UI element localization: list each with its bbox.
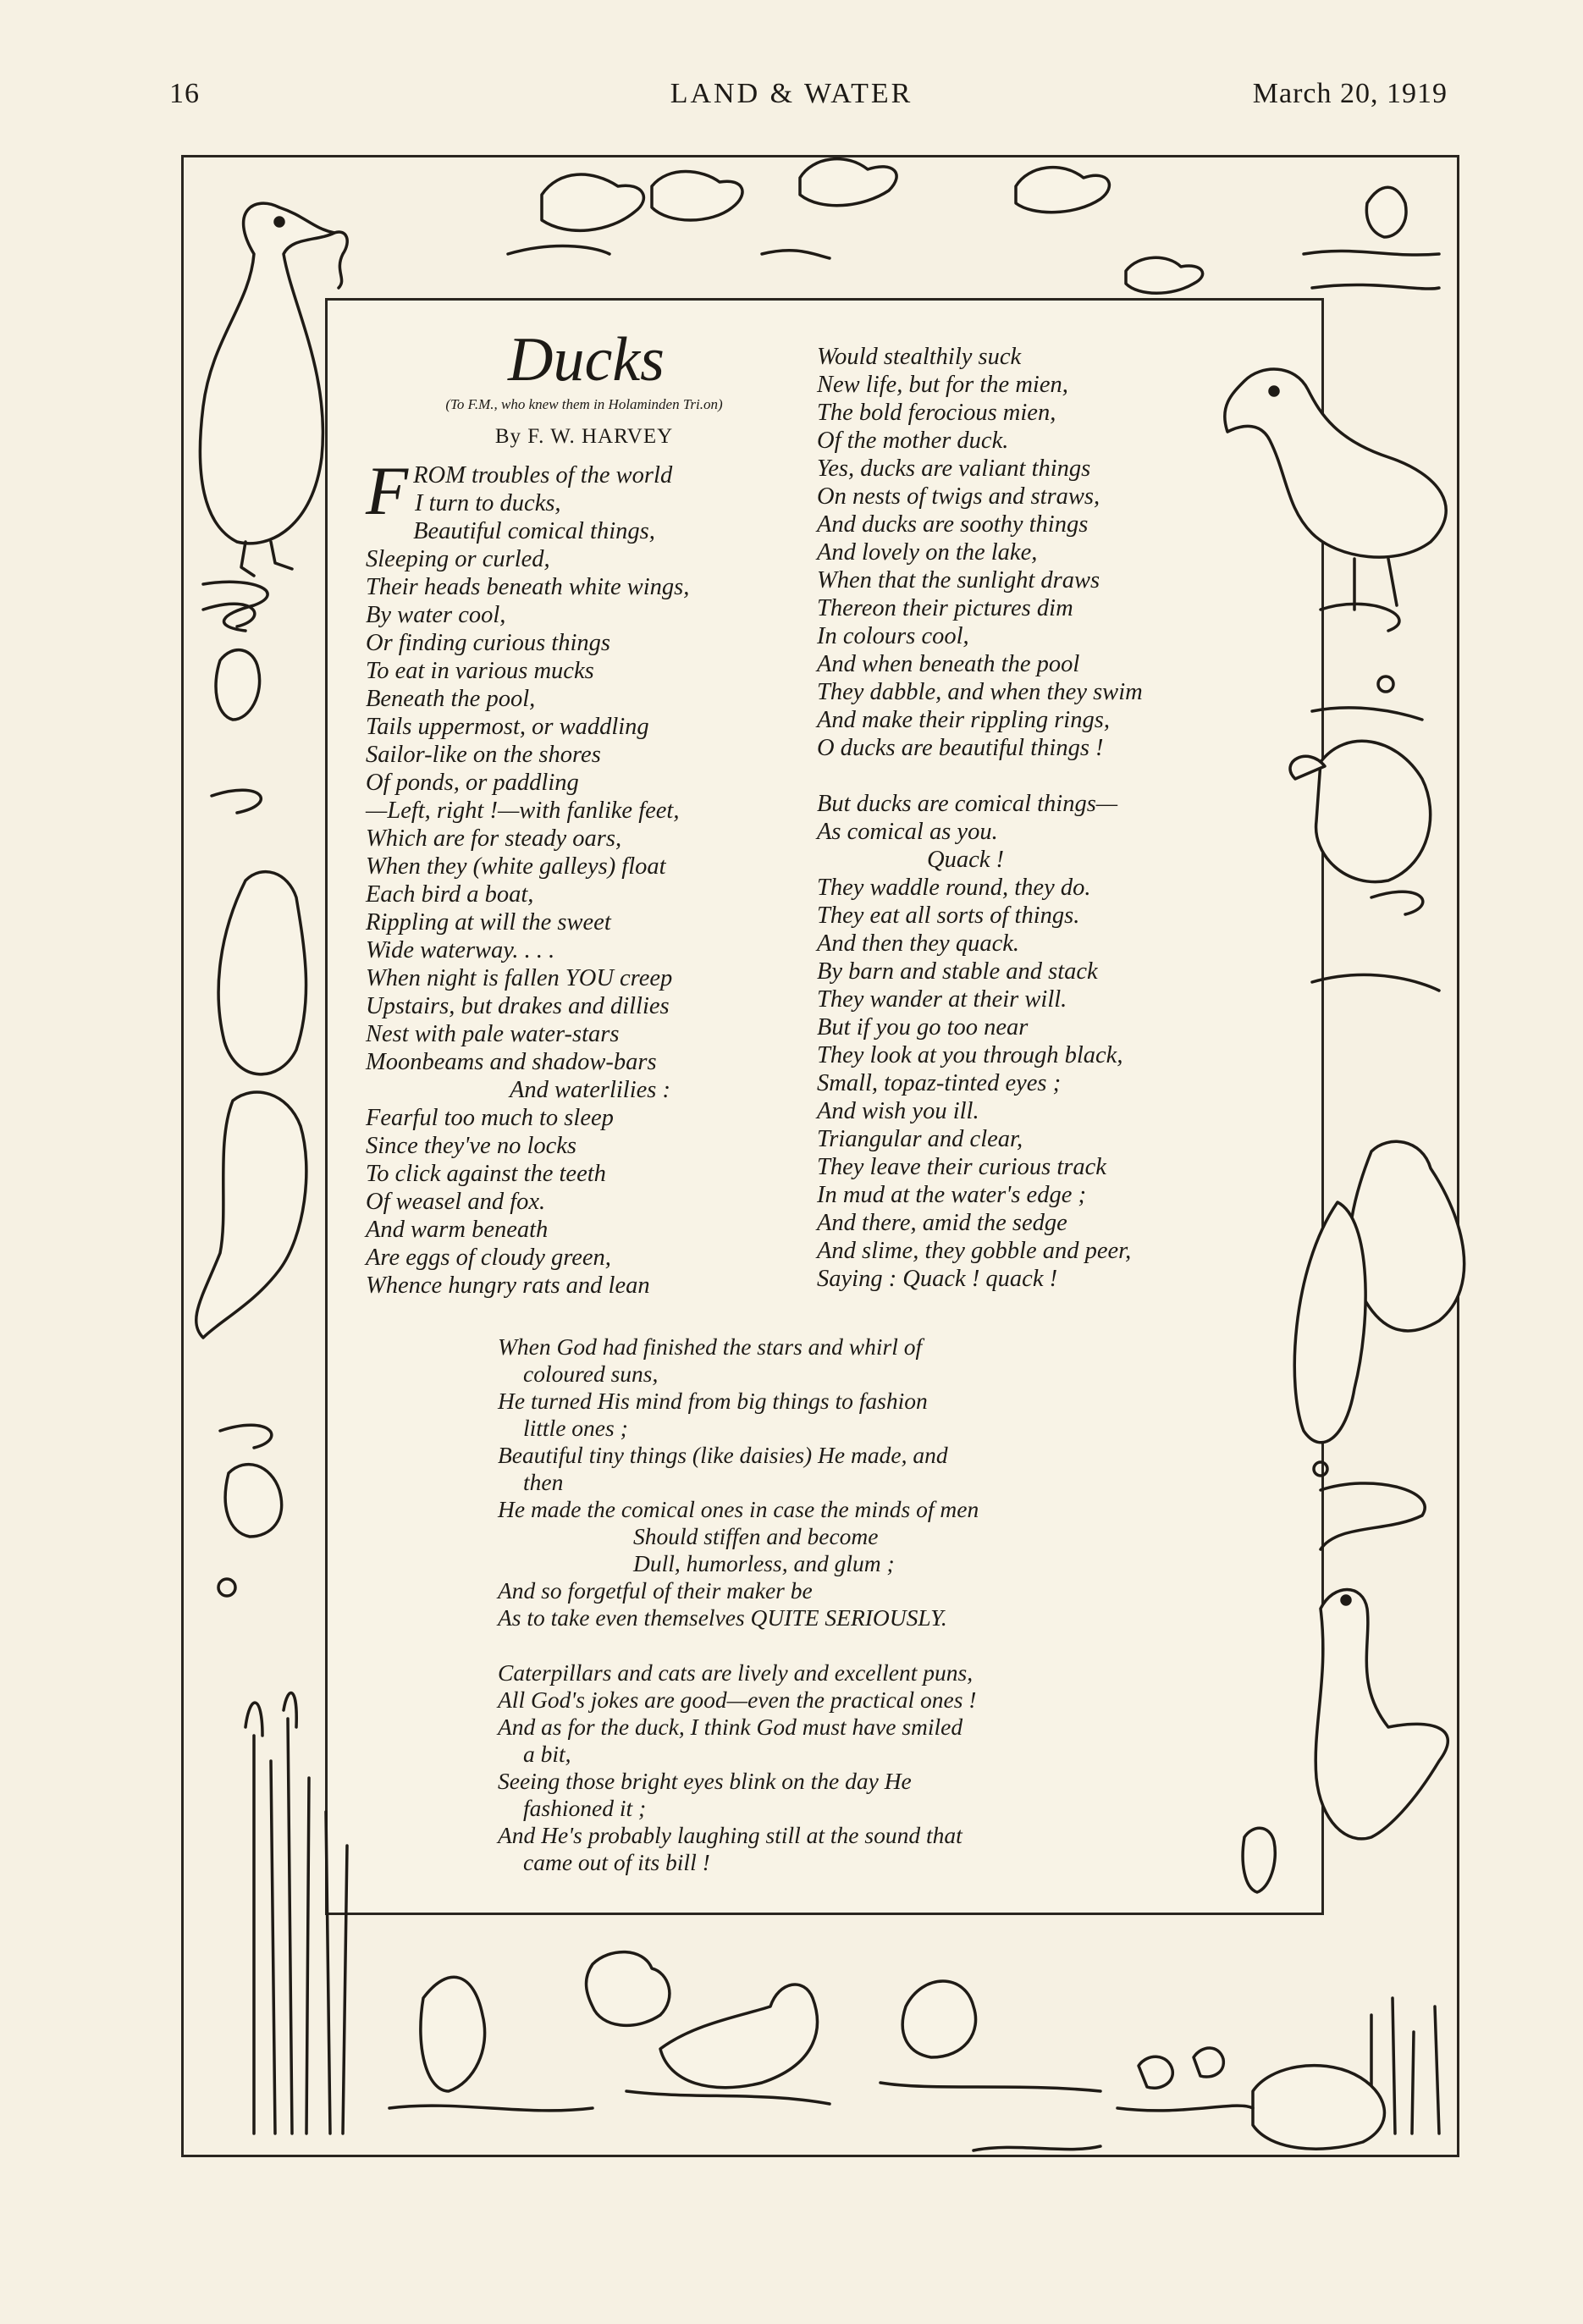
poem-line: I turn to ducks, bbox=[415, 490, 561, 516]
poem-line: Triangular and clear, bbox=[817, 1126, 1023, 1152]
poem-line: Thereon their pictures dim bbox=[817, 595, 1073, 621]
poem-line: And ducks are soothy things bbox=[817, 511, 1089, 538]
poem-line: Whence hungry rats and lean bbox=[366, 1272, 650, 1299]
poem-byline: By F. W. HARVEY bbox=[494, 425, 674, 448]
poem-line: And there, amid the sedge bbox=[817, 1210, 1067, 1236]
poem-dedication: (To F.M., who knew them in Holaminden Tri.on) bbox=[445, 396, 723, 412]
poem-line: And make their rippling rings, bbox=[817, 707, 1110, 733]
poem-line: Beneath the pool, bbox=[366, 686, 536, 712]
poem-line: Fearful too much to sleep bbox=[366, 1105, 614, 1131]
poem-line: Nest with pale water-stars bbox=[366, 1021, 620, 1047]
duck-illustration-top-left bbox=[200, 203, 347, 631]
poem-right-column bbox=[817, 343, 1143, 1293]
poem-line: Should stiffen and become bbox=[633, 1523, 879, 1549]
poem-line: When God had finished the stars and whirl of bbox=[498, 1333, 923, 1360]
poem-line: Since they've no locks bbox=[366, 1133, 577, 1159]
poem-line: He turned His mind from big things to fashion bbox=[498, 1388, 928, 1414]
poem-line: —Left, right !—with fanlike feet, bbox=[366, 798, 680, 824]
stanza-break bbox=[498, 1631, 979, 1659]
poem-line: As comical as you. bbox=[817, 819, 998, 845]
poem-line: All God's jokes are good—even the practical ones ! bbox=[498, 1686, 977, 1713]
poem-line: Sleeping or curled, bbox=[366, 546, 550, 572]
drop-cap: F bbox=[366, 452, 409, 529]
poem-line: They leave their curious track bbox=[817, 1154, 1106, 1180]
poem-line: On nests of twigs and straws, bbox=[817, 483, 1100, 510]
poem-line: ROM troubles of the world bbox=[413, 462, 673, 489]
poem-line: then bbox=[523, 1469, 564, 1495]
poem-line: He made the comical ones in case the minds of men bbox=[498, 1496, 979, 1522]
poem-line: But if you go too near bbox=[817, 1014, 1029, 1041]
poem-line: In colours cool, bbox=[817, 623, 969, 649]
poem-line: And He's probably laughing still at the sound that bbox=[498, 1822, 962, 1848]
poem-line: And when beneath the pool bbox=[817, 651, 1080, 677]
poem-line: Of ponds, or paddling bbox=[366, 770, 579, 796]
poem-line: But ducks are comical things— bbox=[817, 791, 1118, 817]
page-number: 16 bbox=[169, 78, 200, 109]
reeds-illustration-left bbox=[245, 1693, 347, 2134]
poem-line: By barn and stable and stack bbox=[817, 958, 1098, 985]
poem-line: They wander at their will. bbox=[817, 986, 1067, 1013]
poem-line: To eat in various mucks bbox=[366, 658, 594, 684]
poem-line: Of weasel and fox. bbox=[366, 1189, 546, 1215]
poem-line: They eat all sorts of things. bbox=[817, 903, 1080, 929]
poem-line: As to take even themselves QUITE SERIOUSLY. bbox=[498, 1604, 947, 1631]
poem-line: Would stealthily suck bbox=[817, 344, 1022, 370]
duck-illustration-right-middle bbox=[1290, 741, 1431, 881]
poem-line: Saying : Quack ! quack ! bbox=[817, 1266, 1058, 1292]
poem-line: In mud at the water's edge ; bbox=[817, 1182, 1086, 1208]
poem-line: When that the sunlight draws bbox=[817, 567, 1100, 593]
duck-illustration-left-middle bbox=[196, 872, 306, 1338]
poem-line: Of the mother duck. bbox=[817, 428, 1009, 454]
poem-line: They waddle round, they do. bbox=[817, 875, 1091, 901]
poem-line: fashioned it ; bbox=[523, 1795, 647, 1821]
poem-line: Small, topaz-tinted eyes ; bbox=[817, 1070, 1062, 1096]
poem-line: O ducks are beautiful things ! bbox=[817, 735, 1104, 761]
poem-line: And so forgetful of their maker be bbox=[498, 1577, 813, 1604]
poem-line: Moonbeams and shadow-bars bbox=[366, 1049, 657, 1075]
poem-line: They dabble, and when they swim bbox=[817, 679, 1143, 705]
poem-line: a bit, bbox=[523, 1741, 571, 1767]
poem-line: coloured suns, bbox=[523, 1361, 659, 1387]
poem-line: Caterpillars and cats are lively and excellent puns, bbox=[498, 1659, 974, 1686]
poem-line: And waterlilies : bbox=[510, 1077, 670, 1103]
poem-line: When they (white galleys) float bbox=[366, 853, 666, 880]
poem-line: And warm beneath bbox=[366, 1217, 549, 1243]
poem-line: And slime, they gobble and peer, bbox=[817, 1238, 1132, 1264]
poem-line: Beautiful comical things, bbox=[413, 518, 655, 544]
publication-title: LAND & WATER bbox=[670, 78, 913, 109]
poem-line: Seeing those bright eyes blink on the day He bbox=[498, 1768, 912, 1794]
poem-line: Sailor-like on the shores bbox=[366, 742, 601, 768]
poem-line: And wish you ill. bbox=[817, 1098, 979, 1124]
poem-line: When night is fallen YOU creep bbox=[366, 965, 673, 991]
poem-line: Their heads beneath white wings, bbox=[366, 574, 690, 600]
duck-illustration-right-lower bbox=[1294, 1141, 1464, 1442]
poem-line: Dull, humorless, and glum ; bbox=[633, 1550, 895, 1576]
poem-line: Quack ! bbox=[927, 847, 1004, 873]
poem-line: Upstairs, but drakes and dillies bbox=[366, 993, 670, 1019]
poem-line: came out of its bill ! bbox=[523, 1849, 710, 1875]
issue-date: March 20, 1919 bbox=[1252, 78, 1448, 109]
poem-line: Yes, ducks are valiant things bbox=[817, 455, 1091, 482]
poem-line: Or finding curious things bbox=[366, 630, 610, 656]
poem-line: Which are for steady oars, bbox=[366, 825, 622, 852]
poem-line: Each bird a boat, bbox=[366, 881, 534, 908]
poem-line: Wide waterway. . . . bbox=[366, 937, 555, 963]
poem-line: Are eggs of cloudy green, bbox=[366, 1245, 611, 1271]
poem-bottom-stanzas bbox=[498, 1333, 979, 1876]
poem-line: The bold ferocious mien, bbox=[817, 400, 1056, 426]
poem-line: Rippling at will the sweet bbox=[366, 909, 611, 936]
poem-line: And then they quack. bbox=[817, 930, 1019, 957]
poem-line: And as for the duck, I think God must have smiled bbox=[498, 1714, 963, 1740]
poem-line: To click against the teeth bbox=[366, 1161, 606, 1187]
poem-line: They look at you through black, bbox=[817, 1042, 1123, 1068]
poem-line: And lovely on the lake, bbox=[817, 539, 1038, 566]
duck-illustration-right-upper bbox=[1225, 369, 1446, 610]
pond-ducks-bottom bbox=[389, 1952, 1384, 2150]
stanza-break bbox=[817, 762, 1143, 790]
poem-line: Beautiful tiny things (like daisies) He made, and bbox=[498, 1442, 948, 1468]
poem-title: Ducks bbox=[508, 325, 665, 395]
poem-line: Tails uppermost, or waddling bbox=[366, 714, 649, 740]
poem-left-column bbox=[366, 452, 690, 1300]
duck-group-top bbox=[508, 159, 1439, 294]
poem-line: By water cool, bbox=[366, 602, 506, 628]
poem-line: New life, but for the mien, bbox=[817, 372, 1068, 398]
duck-illustration-right-bottom bbox=[1243, 1590, 1448, 1893]
poem-line: little ones ; bbox=[523, 1415, 628, 1441]
